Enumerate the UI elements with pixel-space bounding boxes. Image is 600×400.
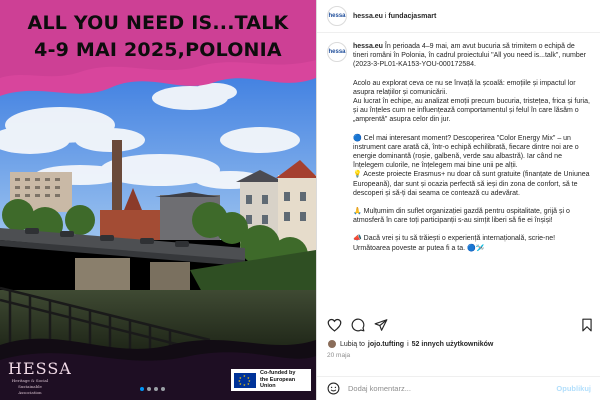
caption-paragraph: 🔵 Cel mai interesant moment? Descoperirea "Color Energy Mix" – un instrument care arată că, într-o echipă echilibrată, fiecare dintre noi are o energie dominantă (roșie, galbenă, verde sau albastră). Iar când ne înțelegem culorile, ne înțelegem mai bine unii pe alții. 💡 Aceste proiecte Erasmus+ nu doar că sunt gratuite (finanțate de Uniunea Europeană), dar sunt și ocazia perfectă să ieși din zona de confort, să te descoperi și să-ți dai seama ce contează cu adevărat.: [353, 134, 590, 197]
caption-paragraph: 📣 Dacă vrei și tu să trăiești o experiență internațională, scrie-ne! Următoarea poveste ar putea fi a ta. 🔵🛩️: [353, 235, 556, 252]
caption-paragraph: Acolo au explorat ceva ce nu se învață la școală: emoțiile și impactul lor asupra relațiilor și comunicării. Au lucrat în echipe, au analizat emoții precum bucuria, tristețea, frica și furia, și au înțeles cum ne influențează comportamentul și felul în care lăsăm o „amprentă" asupra celor din jur.: [353, 79, 590, 124]
caption-username-link[interactable]: hessa.eu: [353, 43, 383, 50]
comment-icon[interactable]: [351, 318, 365, 332]
post-actions: [327, 316, 593, 334]
eu-cofunded-badge: [231, 369, 311, 391]
headline-line-2: 4-9 MAI 2025,POLONIA: [34, 39, 282, 61]
hessa-logo: [8, 359, 72, 395]
carousel-dots: [140, 387, 165, 391]
logo-mark: HESSA: [8, 359, 72, 378]
carousel-dot[interactable]: [140, 387, 144, 391]
collaborator-name-link[interactable]: fundacjasmart: [388, 12, 437, 20]
others-likes-link[interactable]: 52 innych użytkowników: [411, 340, 494, 348]
carousel-dot[interactable]: [161, 387, 165, 391]
caption-paragraph: 🙏 Mulțumim din suflet organizației gazdă pentru ospitalitate, grijă și o atmosferă în care toți participanții s-au simțit liberi să fie ei înșiși!: [353, 208, 570, 225]
liker-username-link[interactable]: jojo.tufting: [367, 340, 405, 348]
share-icon[interactable]: [374, 318, 388, 332]
comment-bar: [317, 376, 600, 400]
caption-avatar[interactable]: hessa: [327, 42, 347, 62]
account-avatar[interactable]: hessa: [327, 6, 347, 26]
emoji-icon[interactable]: [327, 382, 340, 395]
headline-line-1: ALL YOU NEED IS...TALK: [27, 12, 289, 34]
post-comment-button[interactable]: Opublikuj: [556, 384, 591, 393]
post-headline: [0, 10, 316, 64]
eu-cofunded-label: Co-funded by the European Union: [260, 370, 296, 390]
post-header: [317, 0, 600, 33]
post-date[interactable]: 20 maja: [327, 352, 351, 359]
caption-paragraph: hessa.eu În perioada 4–9 mai, am avut bucuria să trimitem o echipă de tineri români în Polonia, în cadrul proiectului "All you need is...talk", number (2023-3-PL01-KA153-YOU-000172584.: [353, 43, 586, 69]
heart-icon[interactable]: [327, 318, 342, 332]
likes-summary: Lubią to jojo.tufting i 52 innych użytkowników: [327, 339, 493, 349]
comment-input[interactable]: [348, 384, 548, 393]
carousel-dot[interactable]: [147, 387, 151, 391]
caption-text: [353, 42, 591, 304]
bookmark-icon[interactable]: [581, 318, 593, 332]
post-side-panel: [316, 0, 600, 400]
liker-avatar[interactable]: [327, 339, 337, 349]
carousel-dot[interactable]: [154, 387, 158, 391]
eu-flag-icon: ★ ★ ★ ★ ★ ★ ★ ★: [234, 373, 256, 388]
caption-area[interactable]: [317, 34, 600, 304]
account-name-link[interactable]: hessa.eu: [353, 12, 383, 20]
logo-tagline: Heritage & Social Sustainable Association: [11, 378, 49, 395]
header-accounts: hessa.eu i fundacjasmart: [353, 12, 437, 20]
